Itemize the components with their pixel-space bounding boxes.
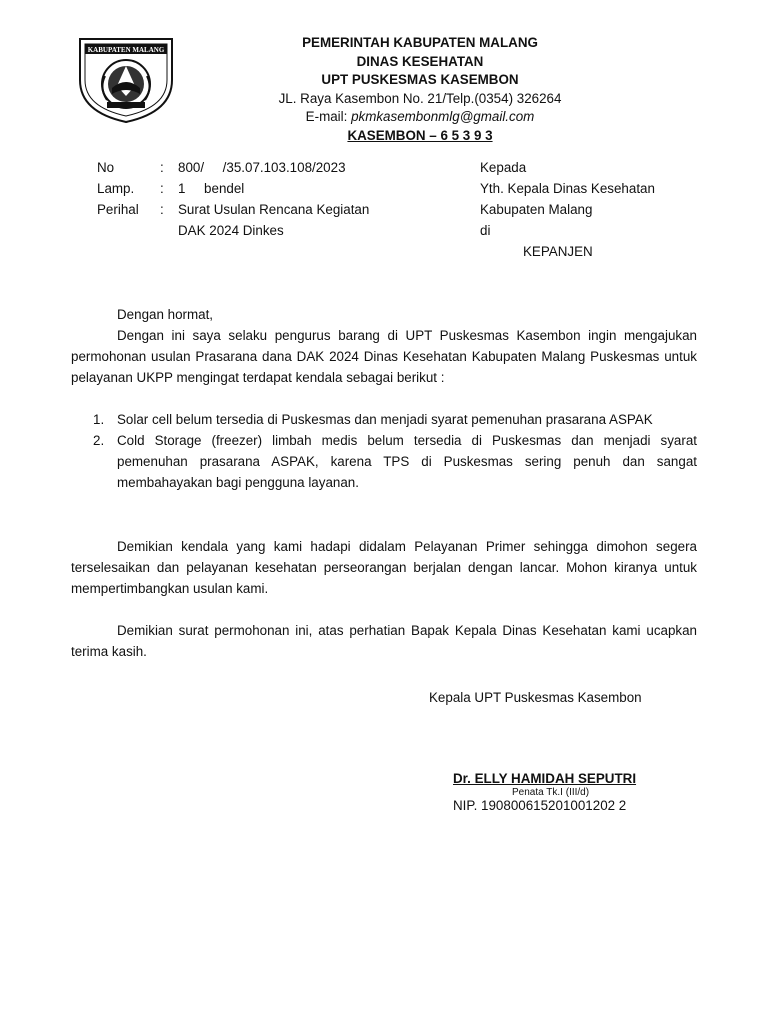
- signatory-name: Dr. ELLY HAMIDAH SEPUTRI: [453, 771, 637, 786]
- greeting: Dengan hormat,: [117, 307, 214, 322]
- list-item: [71, 430, 697, 493]
- list-number: 1.: [93, 412, 105, 427]
- intro-text: Dengan ini saya selaku pengurus barang di UPT Puskesmas Kasembon ingin mengajukan permohonan usulan Prasarana dana DAK 2024 Dinas Kesehatan Kabupaten Malang Puskesmas untuk pelayanan UKPP mengingat terdapat kendala sebagai berikut :: [71, 328, 697, 385]
- recipient-yth: Yth. Kepala Dinas Kesehatan: [480, 181, 655, 196]
- email-label: E-mail:: [305, 109, 352, 124]
- recipient-kabupaten: Kabupaten Malang: [480, 202, 593, 217]
- colon: :: [160, 160, 164, 175]
- letterhead-upt: UPT PUSKESMAS KASEMBON: [321, 72, 519, 87]
- list-text: Cold Storage (freezer) limbah medis belum tersedia di Puskesmas dan menjadi syarat pemenuhan prasarana ASPAK, karena TPS di Puskesmas sering penuh dan sangat membahayakan bagi pengguna layanan.: [117, 433, 697, 490]
- paragraph-text: Demikian kendala yang kami hadapi didalam Pelayanan Primer sehingga dimohon segera terselesaikan dan pelayanan kesehatan perseorangan berjalan dengan lancar. Mohon kiranya untuk mempertimbangkan usulan kami.: [71, 539, 697, 596]
- no-label: No: [97, 160, 115, 175]
- closing-paragraph-1: [71, 536, 697, 599]
- signatory-nip: NIP. 190800615201001202 2: [453, 798, 627, 813]
- letterhead-address: JL. Raya Kasembon No. 21/Telp.(0354) 326264: [278, 90, 562, 106]
- issue-list: [71, 409, 697, 493]
- list-text: Solar cell belum tersedia di Puskesmas dan menjadi syarat pemenuhan prasarana ASPAK: [117, 412, 653, 427]
- letterhead-email-line: [230, 108, 610, 127]
- no-value: 800/ /35.07.103.108/2023: [178, 160, 346, 175]
- recipient-kepada: Kepada: [480, 160, 527, 175]
- letterhead: [230, 34, 610, 145]
- closing-paragraph-2: [71, 620, 697, 662]
- list-number: 2.: [93, 433, 105, 448]
- letterhead-postcode: KASEMBON – 6 5 3 9 3: [347, 127, 493, 143]
- perihal-value-2: DAK 2024 Dinkes: [178, 223, 284, 238]
- letterhead-dinas: DINAS KESEHATAN: [356, 53, 484, 69]
- lamp-value: 1 bendel: [178, 181, 245, 196]
- perihal-label: Perihal: [97, 202, 139, 217]
- lamp-label: Lamp.: [97, 181, 135, 196]
- signatory-rank: Penata Tk.I (III/d): [512, 787, 590, 798]
- list-item: [71, 409, 697, 430]
- svg-text:KABUPATEN MALANG: KABUPATEN MALANG: [87, 46, 165, 54]
- colon: :: [160, 202, 164, 217]
- email-address: pkmkasembonmlg@gmail.com: [351, 109, 535, 124]
- intro-paragraph: [71, 325, 697, 388]
- recipient-city: KEPANJEN: [523, 244, 593, 259]
- letterhead-gov: PEMERINTAH KABUPATEN MALANG: [302, 35, 538, 50]
- kabupaten-malang-logo: [77, 36, 175, 124]
- signature-title: Kepala UPT Puskesmas Kasembon: [429, 690, 642, 705]
- recipient-di: di: [480, 223, 491, 238]
- perihal-value-1: Surat Usulan Rencana Kegiatan: [178, 202, 370, 217]
- colon: :: [160, 181, 164, 196]
- paragraph-text: Demikian surat permohonan ini, atas perhatian Bapak Kepala Dinas Kesehatan kami ucapkan terima kasih.: [71, 623, 697, 659]
